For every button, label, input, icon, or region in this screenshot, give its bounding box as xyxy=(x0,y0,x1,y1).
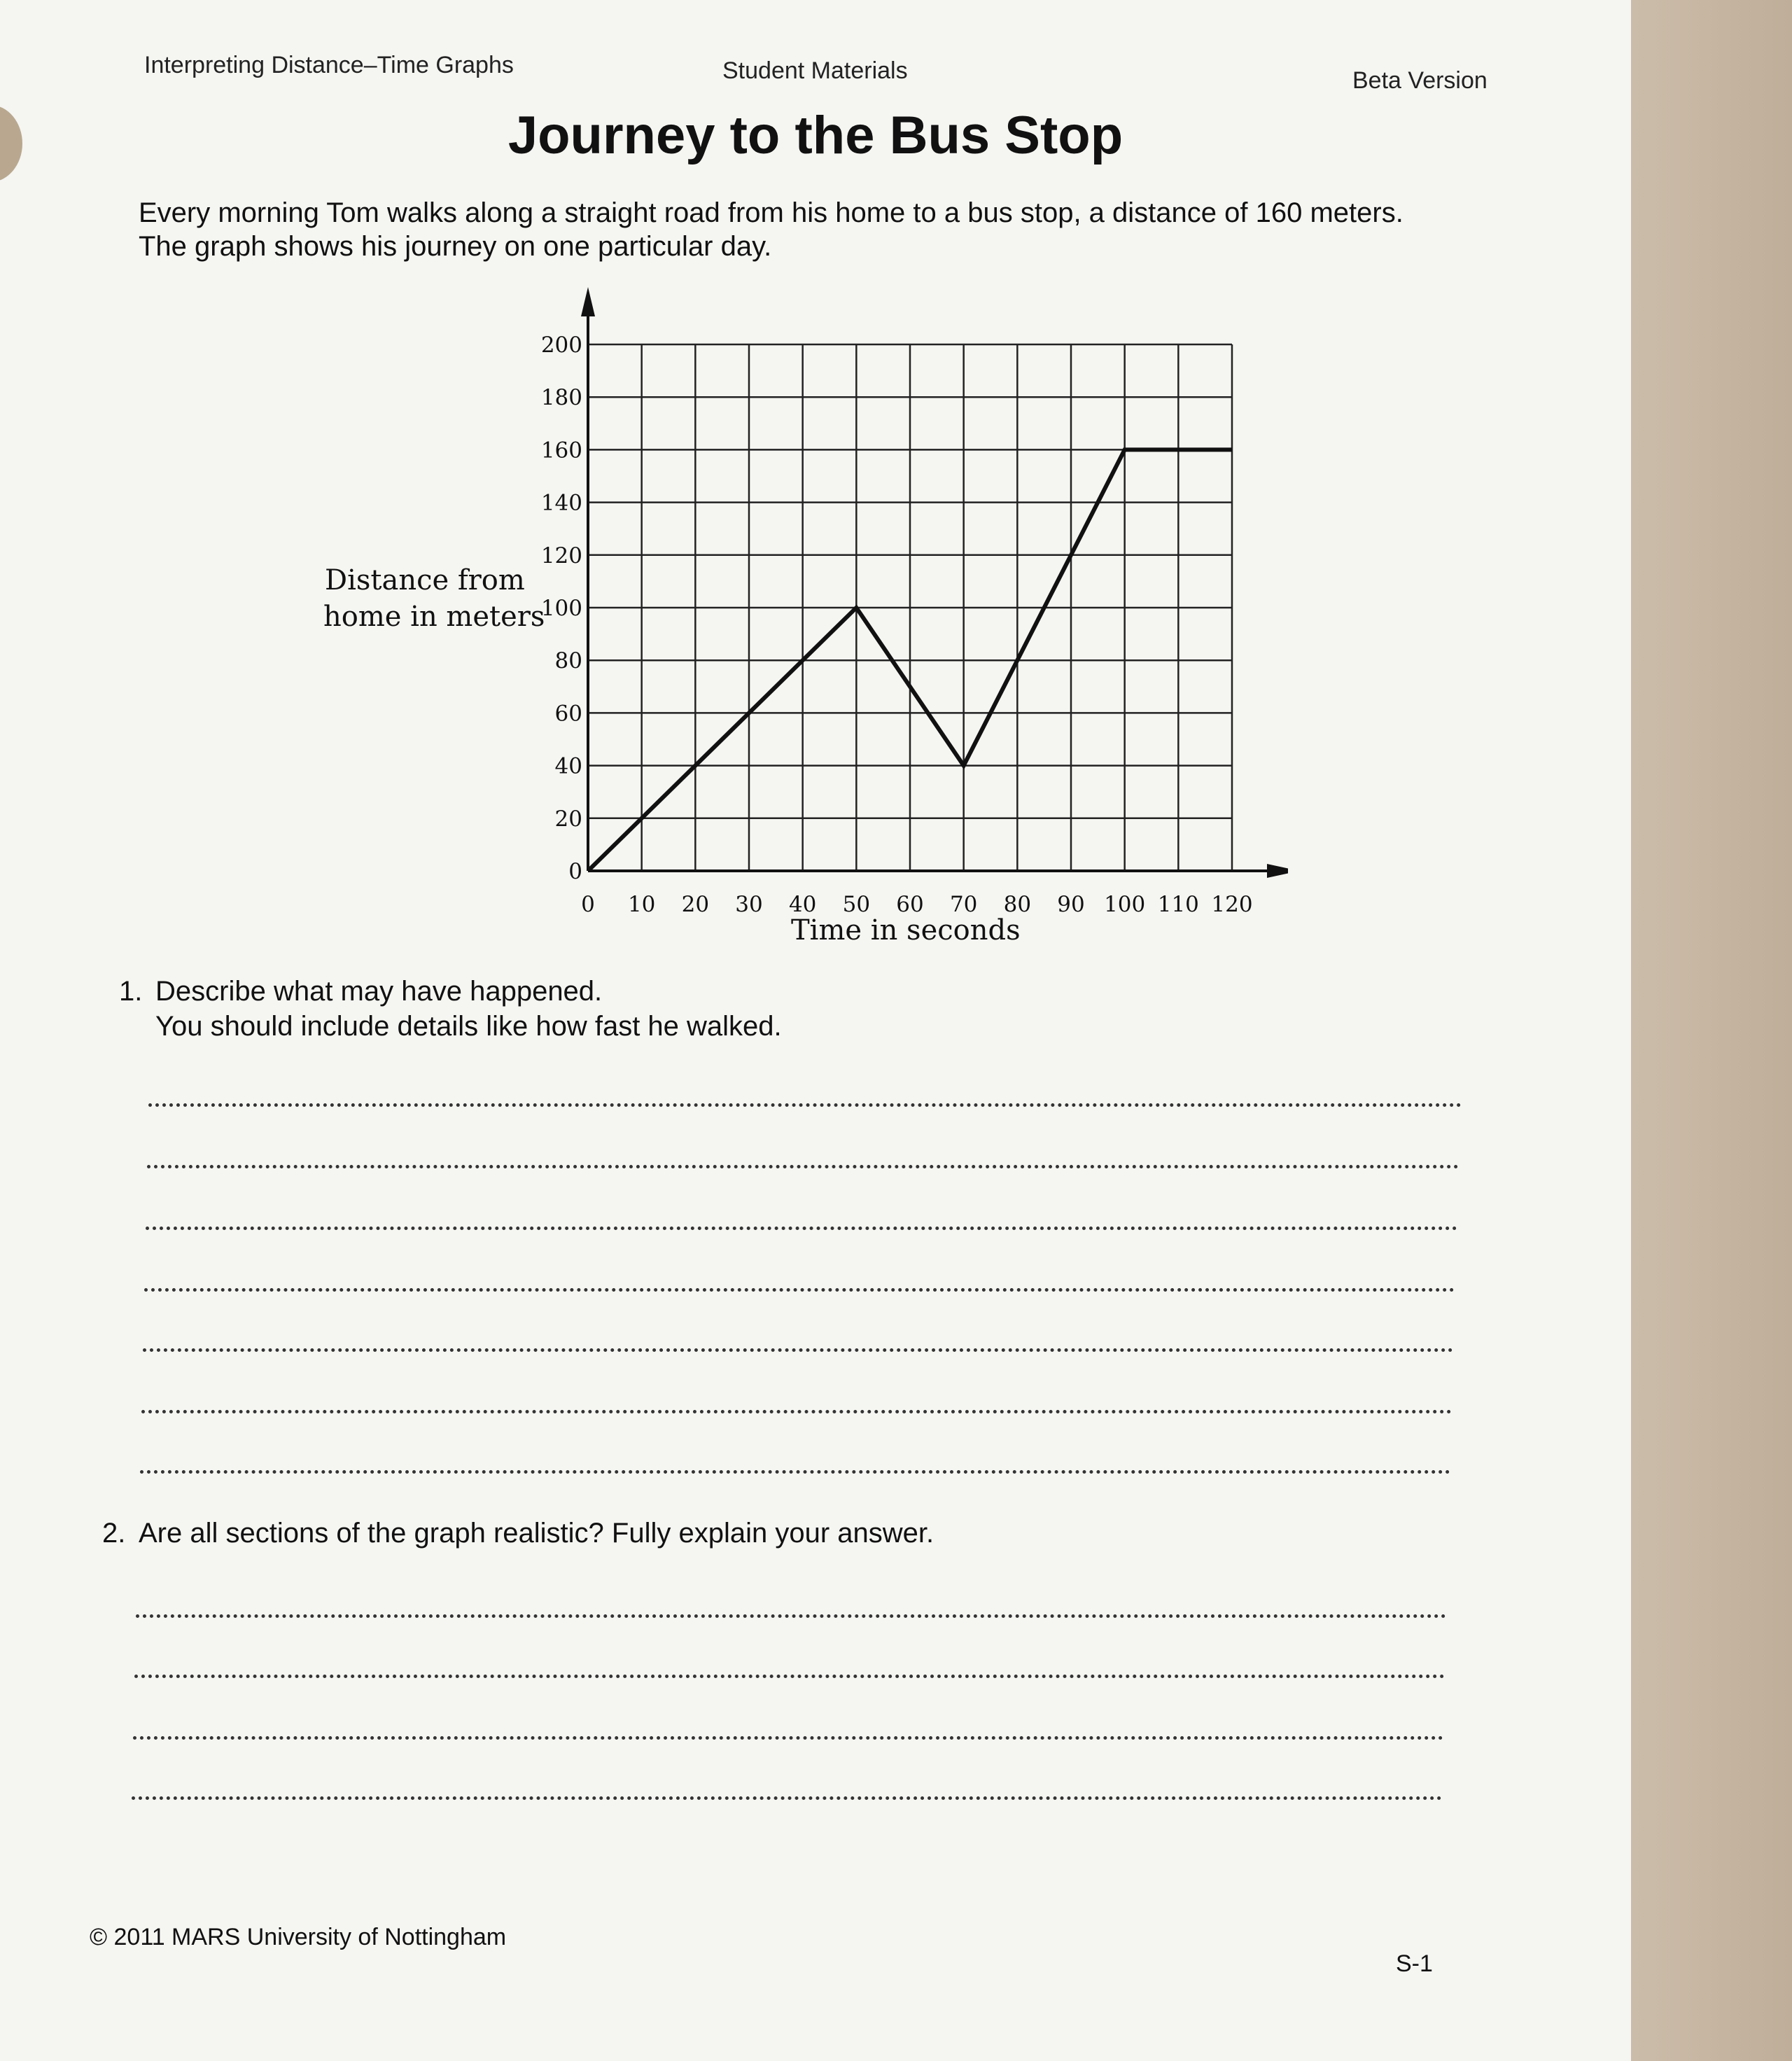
x-tick-label: 90 xyxy=(1057,892,1085,917)
question-1-number: 1. xyxy=(119,976,143,1007)
intro-line-2: The graph shows his journey on one particular day. xyxy=(139,231,772,262)
x-tick-label: 100 xyxy=(1104,892,1146,917)
x-tick-label: 50 xyxy=(842,892,871,917)
answer-line[interactable] xyxy=(143,1348,1453,1352)
y-tick-label: 60 xyxy=(554,701,582,727)
y-tick-label: 120 xyxy=(540,543,582,568)
header-topic: Interpreting Distance–Time Graphs xyxy=(144,52,514,78)
page-number: S-1 xyxy=(1396,1950,1433,1977)
header-materials: Student Materials xyxy=(722,57,908,84)
distance-time-graph xyxy=(308,280,1288,966)
header-version: Beta Version xyxy=(1352,67,1488,94)
answer-line[interactable] xyxy=(132,1796,1442,1800)
question-1 xyxy=(119,976,602,1007)
y-tick-label: 80 xyxy=(554,648,582,674)
page-title: Journey to the Bus Stop xyxy=(507,106,1124,165)
answer-line[interactable] xyxy=(140,1470,1450,1474)
answer-line[interactable] xyxy=(141,1410,1452,1413)
answer-line[interactable] xyxy=(134,1675,1445,1678)
x-tick-label: 20 xyxy=(681,892,710,917)
x-axis-arrow xyxy=(1267,864,1288,878)
page-background-edge xyxy=(1631,0,1792,2061)
y-tick-label: 180 xyxy=(540,385,582,411)
answer-line[interactable] xyxy=(144,1288,1455,1292)
answer-line[interactable] xyxy=(136,1614,1446,1618)
y-tick-label: 0 xyxy=(568,859,582,884)
question-1-text: Describe what may have happened. xyxy=(155,976,603,1007)
x-tick-label: 120 xyxy=(1211,892,1253,917)
answer-line[interactable] xyxy=(133,1736,1443,1740)
y-axis-label-line-1: Distance from xyxy=(325,564,525,596)
chart-axes xyxy=(581,287,1288,878)
y-tick-label: 100 xyxy=(540,596,582,621)
y-tick-label: 160 xyxy=(540,438,582,463)
x-tick-label: 80 xyxy=(1003,892,1032,917)
y-axis-label-line-2: home in meters xyxy=(323,601,545,633)
answer-line[interactable] xyxy=(147,1165,1459,1168)
question-2-text: Are all sections of the graph realistic? Fully explain your answer. xyxy=(139,1518,934,1549)
answer-line[interactable] xyxy=(146,1227,1457,1230)
answer-line[interactable] xyxy=(148,1103,1462,1107)
x-tick-label: 60 xyxy=(896,892,924,917)
chart-tick-labels xyxy=(541,333,1253,917)
x-tick-label: 10 xyxy=(627,892,656,917)
y-tick-label: 20 xyxy=(554,806,582,832)
question-1-instruction: You should include details like how fast he walked. xyxy=(155,1011,782,1042)
y-tick-label: 40 xyxy=(554,753,582,779)
x-axis-label: Time in seconds xyxy=(791,914,1021,946)
question-2-number: 2. xyxy=(102,1518,126,1549)
y-axis-arrow xyxy=(581,287,595,316)
copyright-notice: © 2011 MARS University of Nottingham xyxy=(90,1924,507,1950)
intro-line-1: Every morning Tom walks along a straight road from his home to a bus stop, a distance of 160 meters. xyxy=(139,197,1404,228)
x-tick-label: 40 xyxy=(788,892,817,917)
x-tick-label: 70 xyxy=(949,892,978,917)
question-2 xyxy=(102,1518,934,1549)
x-tick-label: 0 xyxy=(581,892,595,917)
chart-grid xyxy=(588,344,1232,871)
y-tick-label: 200 xyxy=(540,333,582,358)
x-tick-label: 110 xyxy=(1157,892,1199,917)
x-tick-label: 30 xyxy=(735,892,763,917)
y-tick-label: 140 xyxy=(540,490,582,516)
